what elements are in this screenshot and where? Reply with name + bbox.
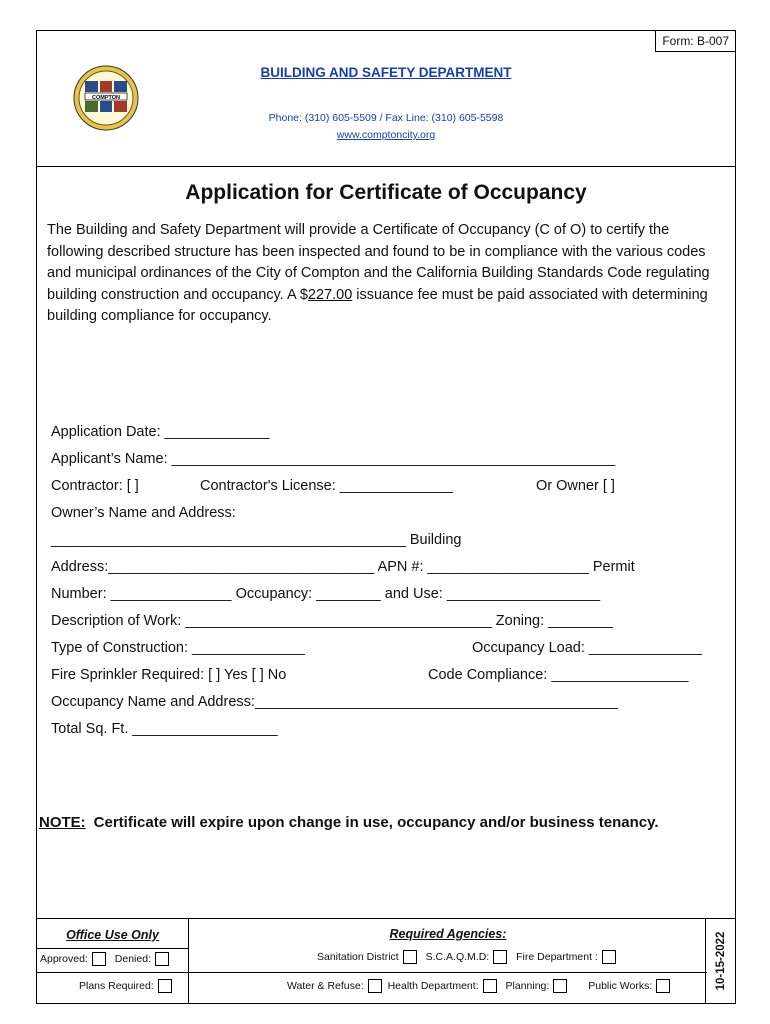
application-fields — [51, 424, 723, 748]
address-apn-field[interactable]: Address:_________________________________ APN #: ____________________ Permit — [51, 559, 635, 575]
sanitation-checkbox[interactable] — [403, 950, 417, 964]
fire-sprinkler-field[interactable]: Fire Sprinkler Required: [ ] Yes [ ] No — [51, 667, 287, 683]
website-link[interactable]: www.comptoncity.org — [336, 129, 436, 141]
scaqmd-checkbox[interactable] — [493, 950, 507, 964]
health-department-checkbox[interactable] — [483, 979, 497, 993]
public-works-checkbox[interactable] — [656, 979, 670, 993]
expiration-note — [39, 814, 659, 831]
fire-department-label: Fire Department : — [516, 950, 598, 963]
note-text: Certificate will expire upon change in use, occupancy and/or business tenancy. — [93, 814, 659, 831]
planning-label: Planning: — [505, 979, 550, 992]
occupancy-load-field[interactable]: Occupancy Load: ______________ — [472, 640, 702, 656]
code-compliance-field[interactable]: Code Compliance: _________________ — [428, 667, 689, 683]
total-sqft-field[interactable]: Total Sq. Ft. __________________ — [51, 721, 278, 737]
plans-required-checkbox[interactable] — [158, 979, 172, 993]
applicant-name-field[interactable]: Applicant’s Name: _______________________________________________________ — [51, 451, 616, 467]
office-use-heading: Office Use Only — [37, 919, 188, 949]
fire-department-checkbox[interactable] — [602, 950, 616, 964]
form-number: Form: B-007 — [655, 31, 735, 52]
required-agencies-section — [189, 919, 707, 1003]
owner-checkbox[interactable]: Or Owner [ ] — [536, 478, 615, 494]
occupancy-name-address-field[interactable]: Occupancy Name and Address:_____________________________________________ — [51, 694, 618, 710]
seal-text: COMPTON — [91, 94, 121, 101]
approved-checkbox[interactable] — [92, 952, 106, 966]
scaqmd-label: S.C.A.Q.M.D: — [425, 950, 490, 963]
fee-amount: 227.00 — [307, 286, 353, 303]
revision-date-box — [705, 919, 735, 1003]
water-refuse-checkbox[interactable] — [368, 979, 382, 993]
construction-type-field[interactable]: Type of Construction: ______________ — [51, 640, 305, 656]
plans-required-label: Plans Required: — [79, 979, 154, 992]
permit-number-occupancy-field[interactable]: Number: _______________ Occupancy: ________ and Use: ___________________ — [51, 586, 601, 602]
page-title: Application for Certificate of Occupancy — [185, 181, 587, 204]
contractor-license-field[interactable]: Contractor's License: ______________ — [200, 478, 453, 494]
intro-paragraph: The Building and Safety Department will provide a Certificate of Occupancy (C of O) to certify the following described structure has been inspected and found to be in compliance with the various codes and municipal ordinances of the City of Compton and the California Building Standards Code regulating building construction and occupancy. A $227.00 issuance fee must be paid associated with determining building compliance for occupancy. — [47, 222, 710, 324]
application-date-field[interactable]: Application Date: _____________ — [51, 424, 270, 440]
contact-info — [37, 110, 735, 144]
revision-date: 10-15-2022 — [714, 931, 727, 991]
owner-name-address-label: Owner’s Name and Address: — [51, 505, 236, 521]
form-header — [37, 31, 735, 167]
office-use-section — [37, 919, 189, 1003]
sanitation-label: Sanitation District — [317, 950, 399, 963]
phone-line: Phone: (310) 605-5509 / Fax Line: (310) 605-5598 — [268, 112, 504, 124]
approved-label: Approved: — [40, 952, 88, 965]
public-works-label: Public Works: — [588, 979, 653, 992]
water-refuse-label: Water & Refuse: — [287, 979, 364, 992]
denied-label: Denied: — [114, 952, 151, 965]
description-zoning-field[interactable]: Description of Work: ______________________________________ Zoning: ________ — [51, 613, 613, 629]
footer-table — [37, 918, 735, 1003]
note-label: NOTE: — [39, 814, 86, 831]
required-agencies-heading: Required Agencies: — [389, 927, 507, 941]
contractor-checkbox[interactable]: Contractor: [ ] — [51, 478, 139, 494]
denied-checkbox[interactable] — [155, 952, 169, 966]
health-department-label: Health Department: — [387, 979, 479, 992]
planning-checkbox[interactable] — [553, 979, 567, 993]
department-name: BUILDING AND SAFETY DEPARTMENT — [260, 65, 512, 80]
form-frame — [36, 30, 736, 1004]
owner-name-address-field[interactable]: ____________________________________________ Building — [51, 532, 462, 548]
